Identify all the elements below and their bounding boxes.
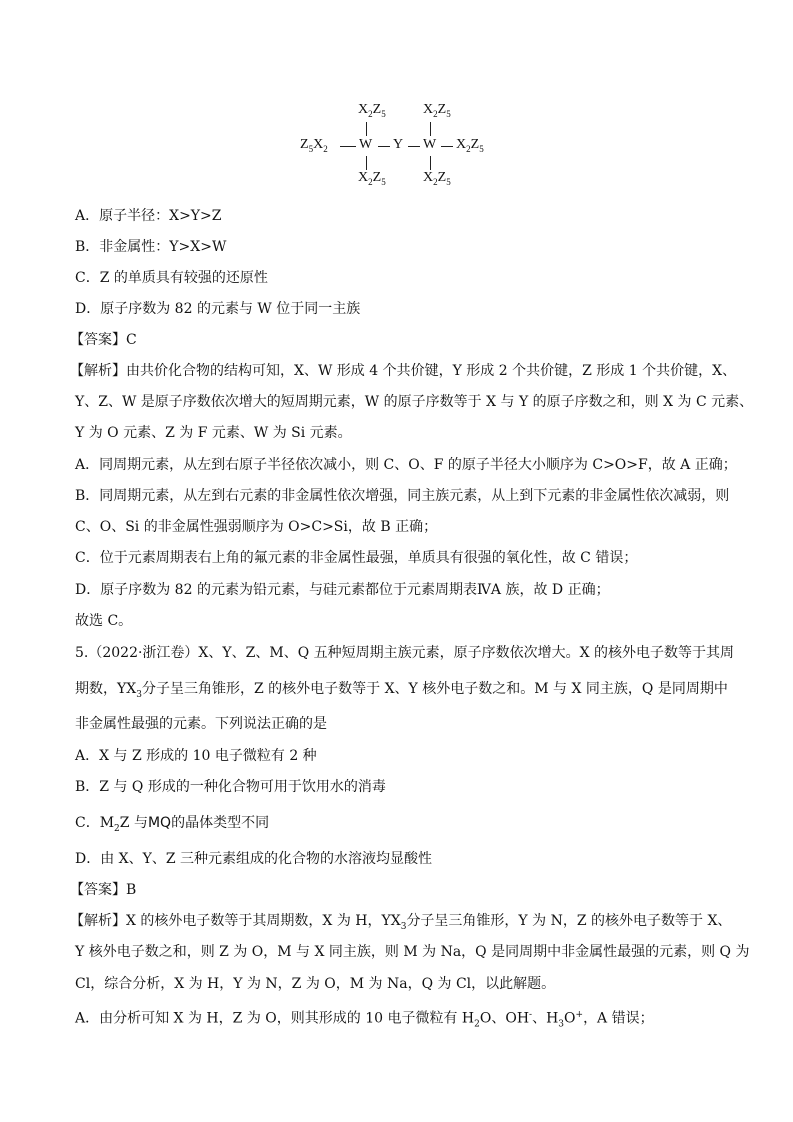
q4-expl-9: 故选 C。: [75, 613, 133, 629]
bond-top-right: [430, 122, 431, 136]
q4-expl-6: C、O、Si 的非金属性强弱顺序为 O>C>Si，故 B 正确；: [75, 519, 438, 535]
q5-expl-1: 【解析】X 的核外电子数等于其周期数，X 为 H，$YX_3$分子呈三角锥形，Y 为 N，Z 的核外电子数等于 X、: [70, 913, 732, 932]
q5-expl-4: A．由分析可知 X 为 H，Z 为 O，则其形成的 10 电子微粒有 $H_2O$、OH-、$H_3O^+$，A 错误；: [75, 1010, 654, 1030]
bond-right: [441, 146, 453, 147]
q4-option-d: D．原子序数为 82 的元素与 W 位于同一主族: [75, 301, 361, 317]
q5-option-b: B．Z 与 Q 形成的一种化合物可用于饮用水的消毒: [75, 779, 386, 795]
bottom-right-group: $X_2Z_5$: [423, 170, 451, 187]
q4-expl-1: 【解析】由共价化合物的结构可知，X、W 形成 4 个共价键，Y 形成 2 个共价键，Z 形成 1 个共价键，X、: [70, 363, 737, 379]
bond-y-w2: [408, 146, 420, 147]
q5-stem-1: 5.（2022·浙江卷）X、Y、Z、M、Q 五种短周期主族元素，原子序数依次增大。X 的核外电子数等于其周: [75, 645, 735, 661]
q5-stem-2: 期数，$YX_3$分子呈三角锥形，Z 的核外电子数等于 X、Y 核外电子数之和。M 与 X 同主族，Q 是同周期中: [75, 681, 728, 700]
bond-top-left: [366, 122, 367, 136]
q4-expl-5: B．同周期元素，从左到右元素的非金属性依次增强，同主族元素，从上到下元素的非金属性依次减弱，则: [75, 488, 730, 504]
structural-formula: [298, 100, 498, 192]
q5-expl-2: Y 核外电子数之和，则 Z 为 O，M 与 X 同主族，则 M 为 Na，Q 是同周期中非金属性最强的元素，则 Q 为: [75, 944, 750, 960]
q5-stem-3: 非金属性最强的元素。下列说法正确的是: [75, 716, 327, 732]
q4-answer: 【答案】C: [70, 332, 137, 348]
q4-expl-4: A．同周期元素，从左到右原子半径依次减小，则 C、O、F 的原子半径大小顺序为 C>O>F，故 A 正确；: [75, 457, 737, 473]
bond-left: [340, 146, 356, 147]
right-group: $X_2Z_5$: [456, 137, 484, 154]
q4-expl-8: D．原子序数为 82 的元素为铅元素，与硅元素都位于元素周期表ⅣA 族，故 D 正确；: [75, 582, 610, 598]
q5-option-a: A．X 与 Z 形成的 10 电子微粒有 2 种: [75, 748, 317, 764]
top-right-group: $X_2Z_5$: [423, 102, 451, 119]
q5-answer: 【答案】B: [70, 882, 137, 898]
atom-w2: W: [423, 137, 437, 152]
q5-option-d: D．由 X、Y、Z 三种元素组成的化合物的水溶液均显酸性: [75, 851, 433, 867]
bond-w1-y: [378, 146, 390, 147]
atom-y: Y: [393, 137, 404, 152]
q4-option-b: B．非金属性：Y>X>W: [75, 239, 227, 255]
q4-option-a: A．原子半径：X>Y>Z: [75, 208, 222, 224]
q5-expl-3: Cl，综合分析，X 为 H，Y 为 N，Z 为 O，M 为 Na，Q 为 Cl，以此解题。: [75, 976, 556, 992]
left-group: $Z_5X_2$: [300, 137, 328, 154]
bottom-left-group: $X_2Z_5$: [358, 170, 386, 187]
top-left-group: $X_2Z_5$: [358, 102, 386, 119]
q4-expl-7: C．位于元素周期表右上角的氟元素的非金属性最强，单质具有很强的氧化性，故 C 错误；: [75, 550, 638, 566]
atom-w1: W: [359, 137, 373, 152]
bond-bottom-left: [366, 156, 367, 170]
q4-option-c: C．Z 的单质具有较强的还原性: [75, 270, 268, 286]
q5-option-c: C．$M_2Z$ 与MQ的晶体类型不同: [75, 815, 270, 834]
bond-bottom-right: [430, 156, 431, 170]
q4-expl-3: Y 为 O 元素、Z 为 F 元素、W 为 Si 元素。: [75, 425, 352, 441]
q4-expl-2: Y、Z、W 是原子序数依次增大的短周期元素，W 的原子序数等于 X 与 Y 的原子序数之和，则 X 为 C 元素、: [75, 394, 754, 410]
